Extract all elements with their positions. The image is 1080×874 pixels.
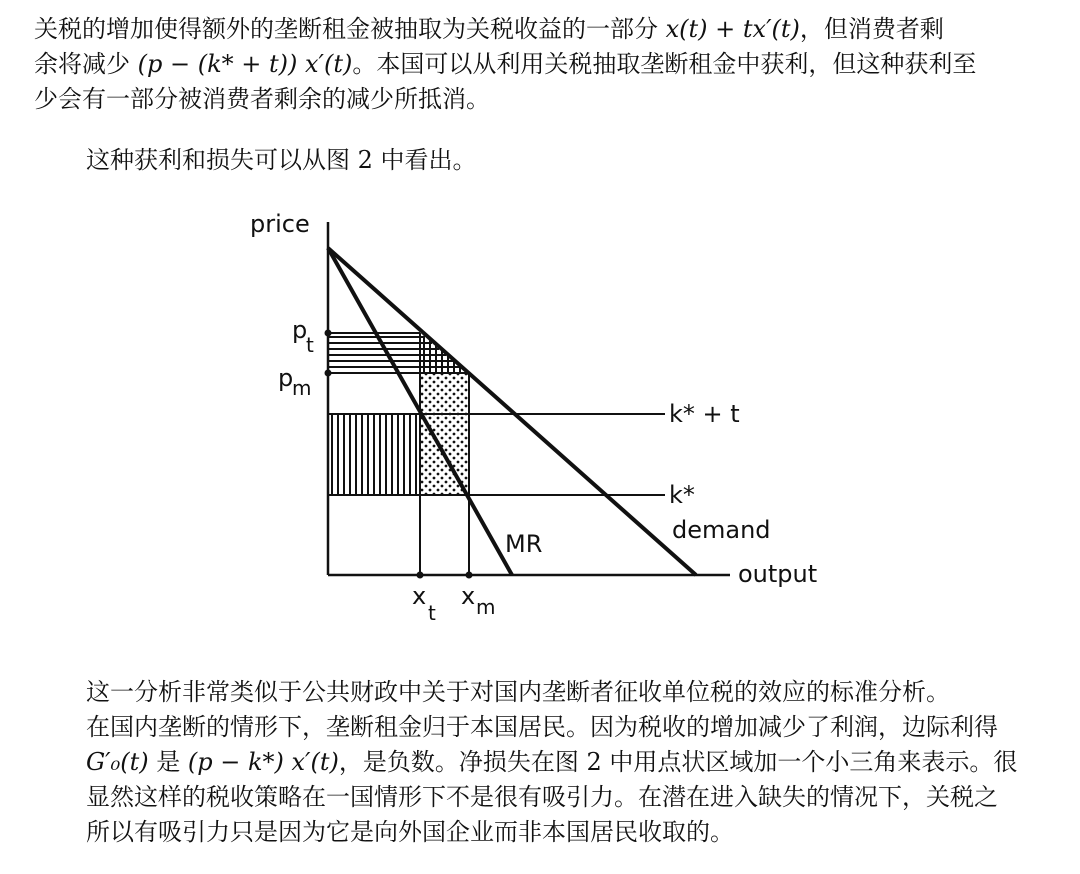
text-segment: 余将减少 bbox=[34, 50, 138, 78]
figure-2-diagram bbox=[220, 200, 860, 640]
k-label: k* bbox=[669, 481, 695, 509]
p-t-subscript: t bbox=[306, 333, 314, 357]
paragraph-3-line-4: 显然这样的税收策略在一国情形下不是很有吸引力。在潜在进入缺失的情况下，关税之 bbox=[86, 783, 998, 811]
paragraph-1-line-2 bbox=[34, 47, 1054, 82]
p-m-label: p bbox=[278, 364, 294, 392]
math-marginal-gain: G′₀(t) bbox=[86, 748, 149, 776]
demand-curve bbox=[328, 248, 696, 575]
text-segment: 。本国可以从利用关税抽取垄断租金中获利，但这种获利至 bbox=[352, 50, 977, 78]
demand-label: demand bbox=[672, 516, 771, 544]
text-segment: 是 bbox=[148, 748, 188, 776]
x-axis-label: output bbox=[738, 560, 818, 588]
paragraph-1-line-3: 少会有一部分被消费者剩余的减少所抵消。 bbox=[34, 85, 490, 113]
y-axis-label: price bbox=[250, 210, 310, 238]
paragraph-3 bbox=[34, 675, 1054, 850]
dotted-loss-area bbox=[420, 373, 469, 495]
paragraph-3-line-2: 在国内垄断的情形下，垄断租金归于本国居民。因为税收的增加减少了利润，边际利得 bbox=[86, 713, 998, 741]
text-segment: ，是负数。净损失在图 2 中用点状区域加一个小三角来表示。很 bbox=[338, 748, 1018, 776]
paragraph-3-line-1: 这一分析非常类似于公共财政中关于对国内垄断者征收单位税的效应的标准分析。 bbox=[86, 678, 950, 706]
x-t-label: x bbox=[412, 582, 427, 610]
p-m-point bbox=[325, 370, 332, 377]
paragraph-1-line-1 bbox=[34, 12, 1054, 47]
x-t-subscript: t bbox=[428, 601, 436, 625]
paragraph-2-line-1: 这种获利和损失可以从图 2 中看出。 bbox=[86, 146, 477, 174]
p-m-subscript: m bbox=[292, 376, 312, 400]
mr-label: MR bbox=[505, 530, 543, 558]
math-consumer-loss: (p − (k* + t)) x′(t) bbox=[137, 50, 353, 78]
k-plus-t-label: k* + t bbox=[669, 400, 740, 428]
math-tariff-revenue: x(t) + tx′(t) bbox=[665, 15, 800, 43]
x-m-subscript: m bbox=[476, 595, 496, 619]
p-t-point bbox=[325, 330, 332, 337]
paragraph-1 bbox=[34, 12, 1054, 117]
paragraph-2 bbox=[34, 143, 1054, 178]
x-t-point bbox=[417, 572, 424, 579]
x-m-point bbox=[466, 572, 473, 579]
vertical-hatch-area bbox=[332, 414, 416, 495]
guide-lines bbox=[328, 333, 665, 575]
axes bbox=[328, 222, 730, 575]
x-m-label: x bbox=[461, 582, 476, 610]
text-segment: ，但消费者剩 bbox=[799, 15, 944, 43]
paragraph-3-line-3 bbox=[34, 745, 1054, 780]
math-expression: (p − k*) x′(t) bbox=[187, 748, 339, 776]
p-t-label: p bbox=[292, 316, 308, 344]
paragraph-3-line-5: 所以有吸引力只是因为它是向外国企业而非本国居民收取的。 bbox=[86, 818, 734, 846]
text-segment: 关税的增加使得额外的垄断租金被抽取为关税收益的一部分 bbox=[34, 15, 666, 43]
